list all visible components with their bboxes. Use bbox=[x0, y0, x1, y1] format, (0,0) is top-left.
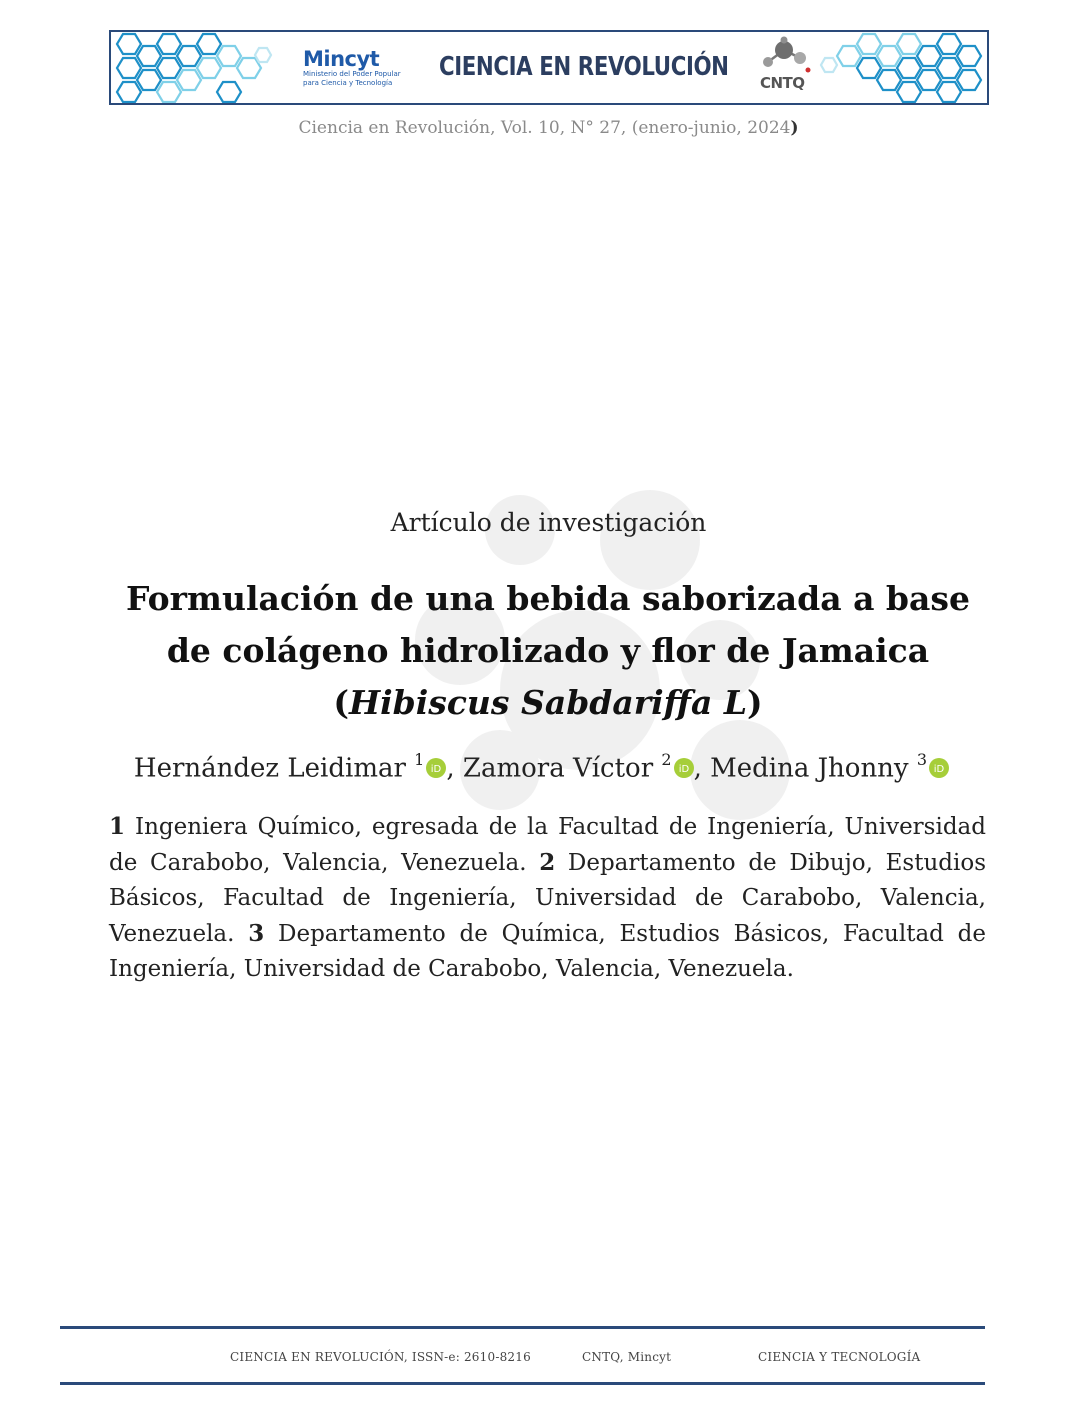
article-type: Artículo de investigación bbox=[390, 508, 707, 537]
cntq-logo bbox=[756, 36, 816, 98]
author-index: 1 bbox=[414, 750, 425, 769]
cntq-logo-text: CNTQ bbox=[760, 74, 805, 92]
affiliations bbox=[109, 809, 986, 987]
author-name: Zamora Víctor bbox=[462, 753, 654, 784]
molecule-icon bbox=[756, 36, 816, 76]
footer-tagline: CIENCIA Y TECNOLOGÍA bbox=[758, 1350, 921, 1364]
mincyt-logo-subtitle-1: Ministerio del Poder Popular bbox=[303, 70, 401, 78]
citation-closing: ) bbox=[790, 118, 799, 138]
author-name: Hernández Leidimar bbox=[133, 753, 406, 784]
title-close: ) bbox=[747, 683, 763, 722]
author-index: 2 bbox=[661, 750, 672, 769]
footer-organizations: CNTQ, Mincyt bbox=[582, 1350, 672, 1364]
author-separator: , bbox=[446, 753, 463, 784]
author-separator: , bbox=[693, 753, 711, 784]
journal-banner bbox=[109, 30, 989, 105]
journal-citation bbox=[0, 118, 1080, 138]
footer-issn: CIENCIA EN REVOLUCIÓN, ISSN-e: 2610-8216 bbox=[230, 1350, 531, 1364]
hexagon-pattern-left bbox=[111, 32, 286, 103]
mincyt-logo bbox=[303, 48, 403, 90]
affiliation-number: 2 bbox=[539, 849, 556, 876]
affiliation-text: Ingeniera Químico, egresada de la Facultad de Ingeniería, Universidad de Carabobo, Valencia, Venezuela. bbox=[109, 814, 986, 876]
author-name: Medina Jhonny bbox=[710, 753, 909, 784]
citation-text: Ciencia en Revolución, Vol. 10, N° 27, (enero-junio, 2024 bbox=[298, 118, 791, 138]
footer-divider-top bbox=[60, 1326, 985, 1329]
orcid-icon[interactable] bbox=[426, 758, 446, 778]
svg-text:iD: iD bbox=[933, 763, 945, 775]
author-index: 3 bbox=[916, 750, 928, 769]
affiliation-text: Departamento de Química, Estudios Básicos, Facultad de Ingeniería, Universidad de Carabobo, Valencia, Venezuela. bbox=[109, 921, 986, 982]
article-title bbox=[110, 573, 986, 729]
svg-text:iD: iD bbox=[431, 763, 442, 775]
orcid-icon[interactable] bbox=[929, 758, 949, 778]
orcid-icon[interactable] bbox=[674, 758, 694, 778]
svg-text:iD: iD bbox=[678, 763, 689, 775]
title-species: Hibiscus Sabdariffa L bbox=[348, 683, 748, 722]
hexagon-pattern-right bbox=[817, 32, 987, 103]
title-main: Formulación de una bebida saborizada a base de colágeno hidrolizado y flor de Jamaica ( bbox=[126, 579, 970, 722]
author-list bbox=[0, 752, 1080, 784]
banner-title: CIENCIA EN REVOLUCIÓN bbox=[439, 52, 729, 82]
mincyt-logo-name: Mincyt bbox=[303, 47, 380, 71]
affiliation-text: Departamento de Dibujo, Estudios Básicos, Facultad de Ingeniería, Universidad de Carabobo, Valencia, Venezuela. bbox=[109, 850, 986, 947]
affiliation-number: 1 bbox=[109, 813, 126, 840]
mincyt-logo-subtitle-2: para Ciencia y Tecnología bbox=[303, 79, 393, 87]
affiliation-number: 3 bbox=[248, 920, 265, 947]
footer-divider-bottom bbox=[60, 1382, 985, 1385]
